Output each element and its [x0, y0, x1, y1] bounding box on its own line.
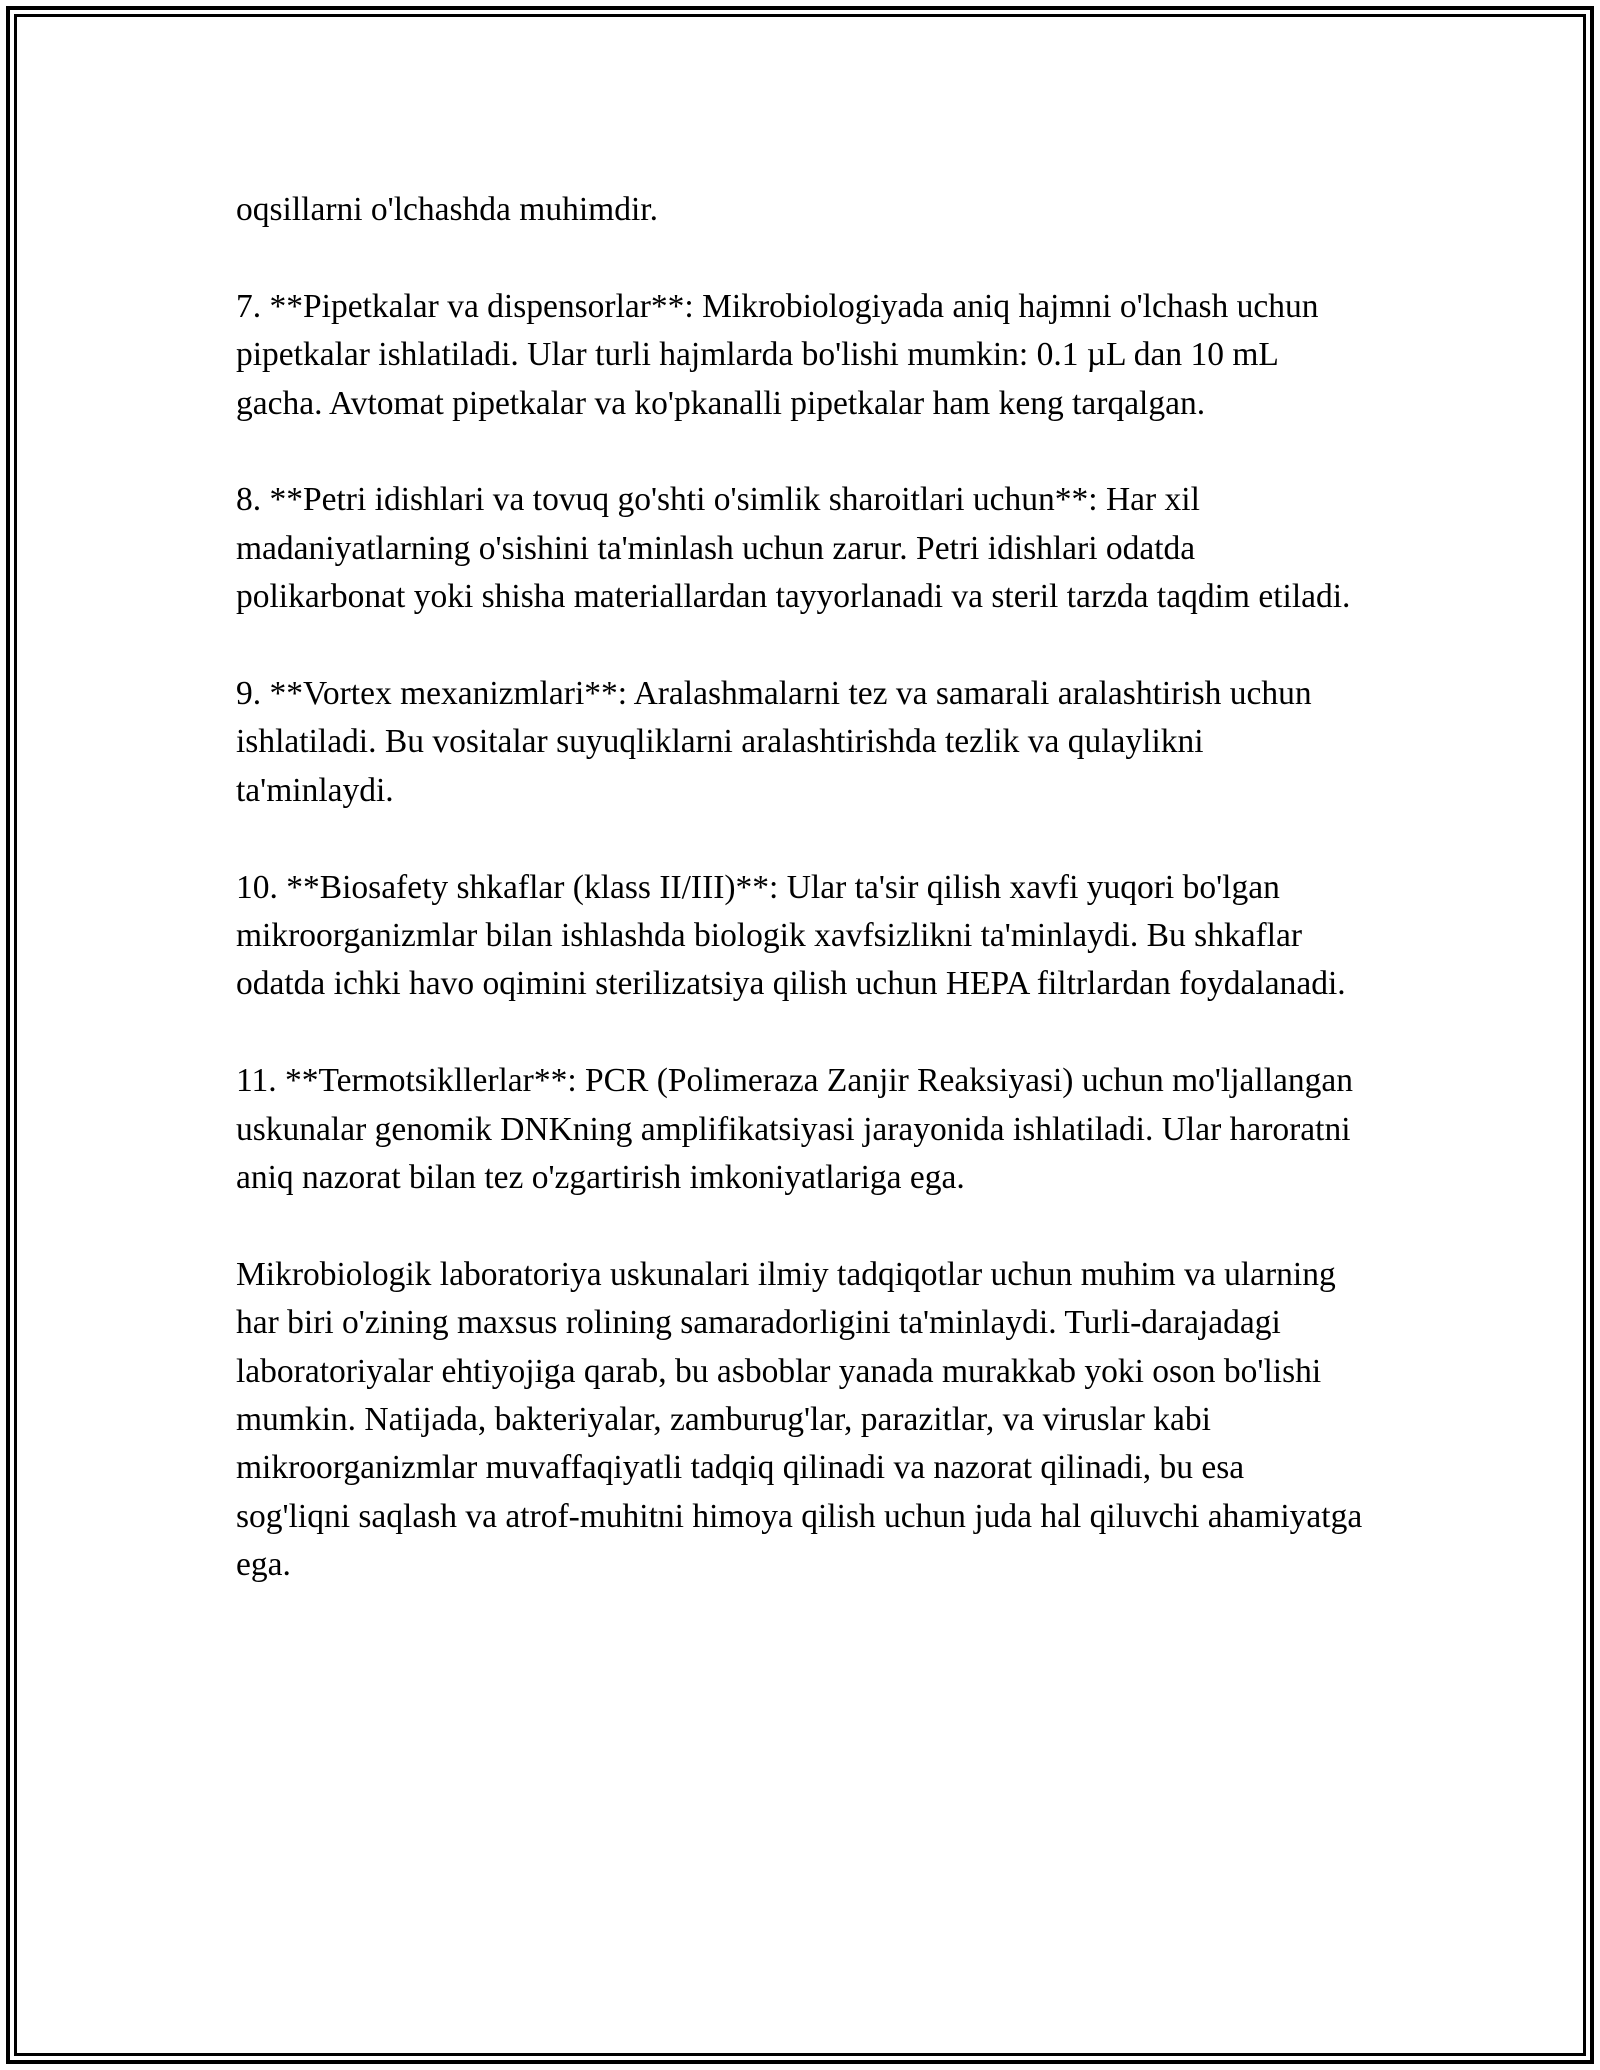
paragraph-item-11-thermocyclers: 11. **Termotsikllerlar**: PCR (Polimeraza Zanjir Reaksiyasi) uchun mo'ljallangan uskunalar genomik DNKning amplifikatsiyasi jarayonida ishlatiladi. Ular haroratni aniq nazorat bilan tez o'zgartirish imkoniyatlariga ega. — [236, 1062, 1353, 1197]
document-body — [236, 186, 1366, 1590]
paragraph-continuation: oqsillarni o'lchashda muhimdir. — [236, 191, 658, 228]
paragraph-conclusion: Mikrobiologik laboratoriya uskunalari ilmiy tadqiqotlar uchun muhim va ularning har biri o'zining maxsus rolining samaradorligini ta'minlaydi. Turli-darajadagi laboratoriyalar ehtiyojiga qarab, bu asboblar yanada murakkab yoki oson bo'lishi mumkin. Natijada, bakteriyalar, zamburug'lar, parazitlar, va viruslar kabi mikroorganizmlar muvaffaqiyatli tadqiq qilinadi va nazorat qilinadi, bu esa sog'liqni saqlash va atrof-muhitni himoya qilish uchun juda hal qiluvchi ahamiyatga ega. — [236, 1255, 1363, 1584]
paragraph-item-9-vortex: 9. **Vortex mexanizmlari**: Aralashmalarni tez va samarali aralashtirish uchun ishlatiladi. Bu vositalar suyuqliklarni aralashtirishda tezlik va qulaylikni ta'minlaydi. — [236, 675, 1312, 809]
paragraph-item-7-pipettes: 7. **Pipetkalar va dispensorlar**: Mikrobiologiyada aniq hajmni o'lchash uchun pipetkalar ishlatiladi. Ular turli hajmlarda bo'lishi mumkin: 0.1 µL dan 10 mL gacha. Avtomat pipetkalar va ko'pkanalli pipetkalar ham keng tarqalgan. — [236, 287, 1319, 422]
paragraph-item-8-petri-dishes: 8. **Petri idishlari va tovuq go'shti o'simlik sharoitlari uchun**: Har xil madaniyatlarning o'sishini ta'minlash uchun zarur. Petri idishlari odatda polikarbonat yoki shisha materiallardan tayyorlanadi va steril tarzda taqdim etiladi. — [236, 481, 1351, 616]
paragraph-item-10-biosafety-cabinets: 10. **Biosafety shkaflar (klass II/III)**: Ular ta'sir qilish xavfi yuqori bo'lgan mikroorganizmlar bilan ishlashda biologik xavfsizlikni ta'minlaydi. Bu shkaflar odatda ichki havo oqimini sterilizatsiya qilish uchun HEPA filtrlardan foydalanadi. — [236, 868, 1346, 1003]
